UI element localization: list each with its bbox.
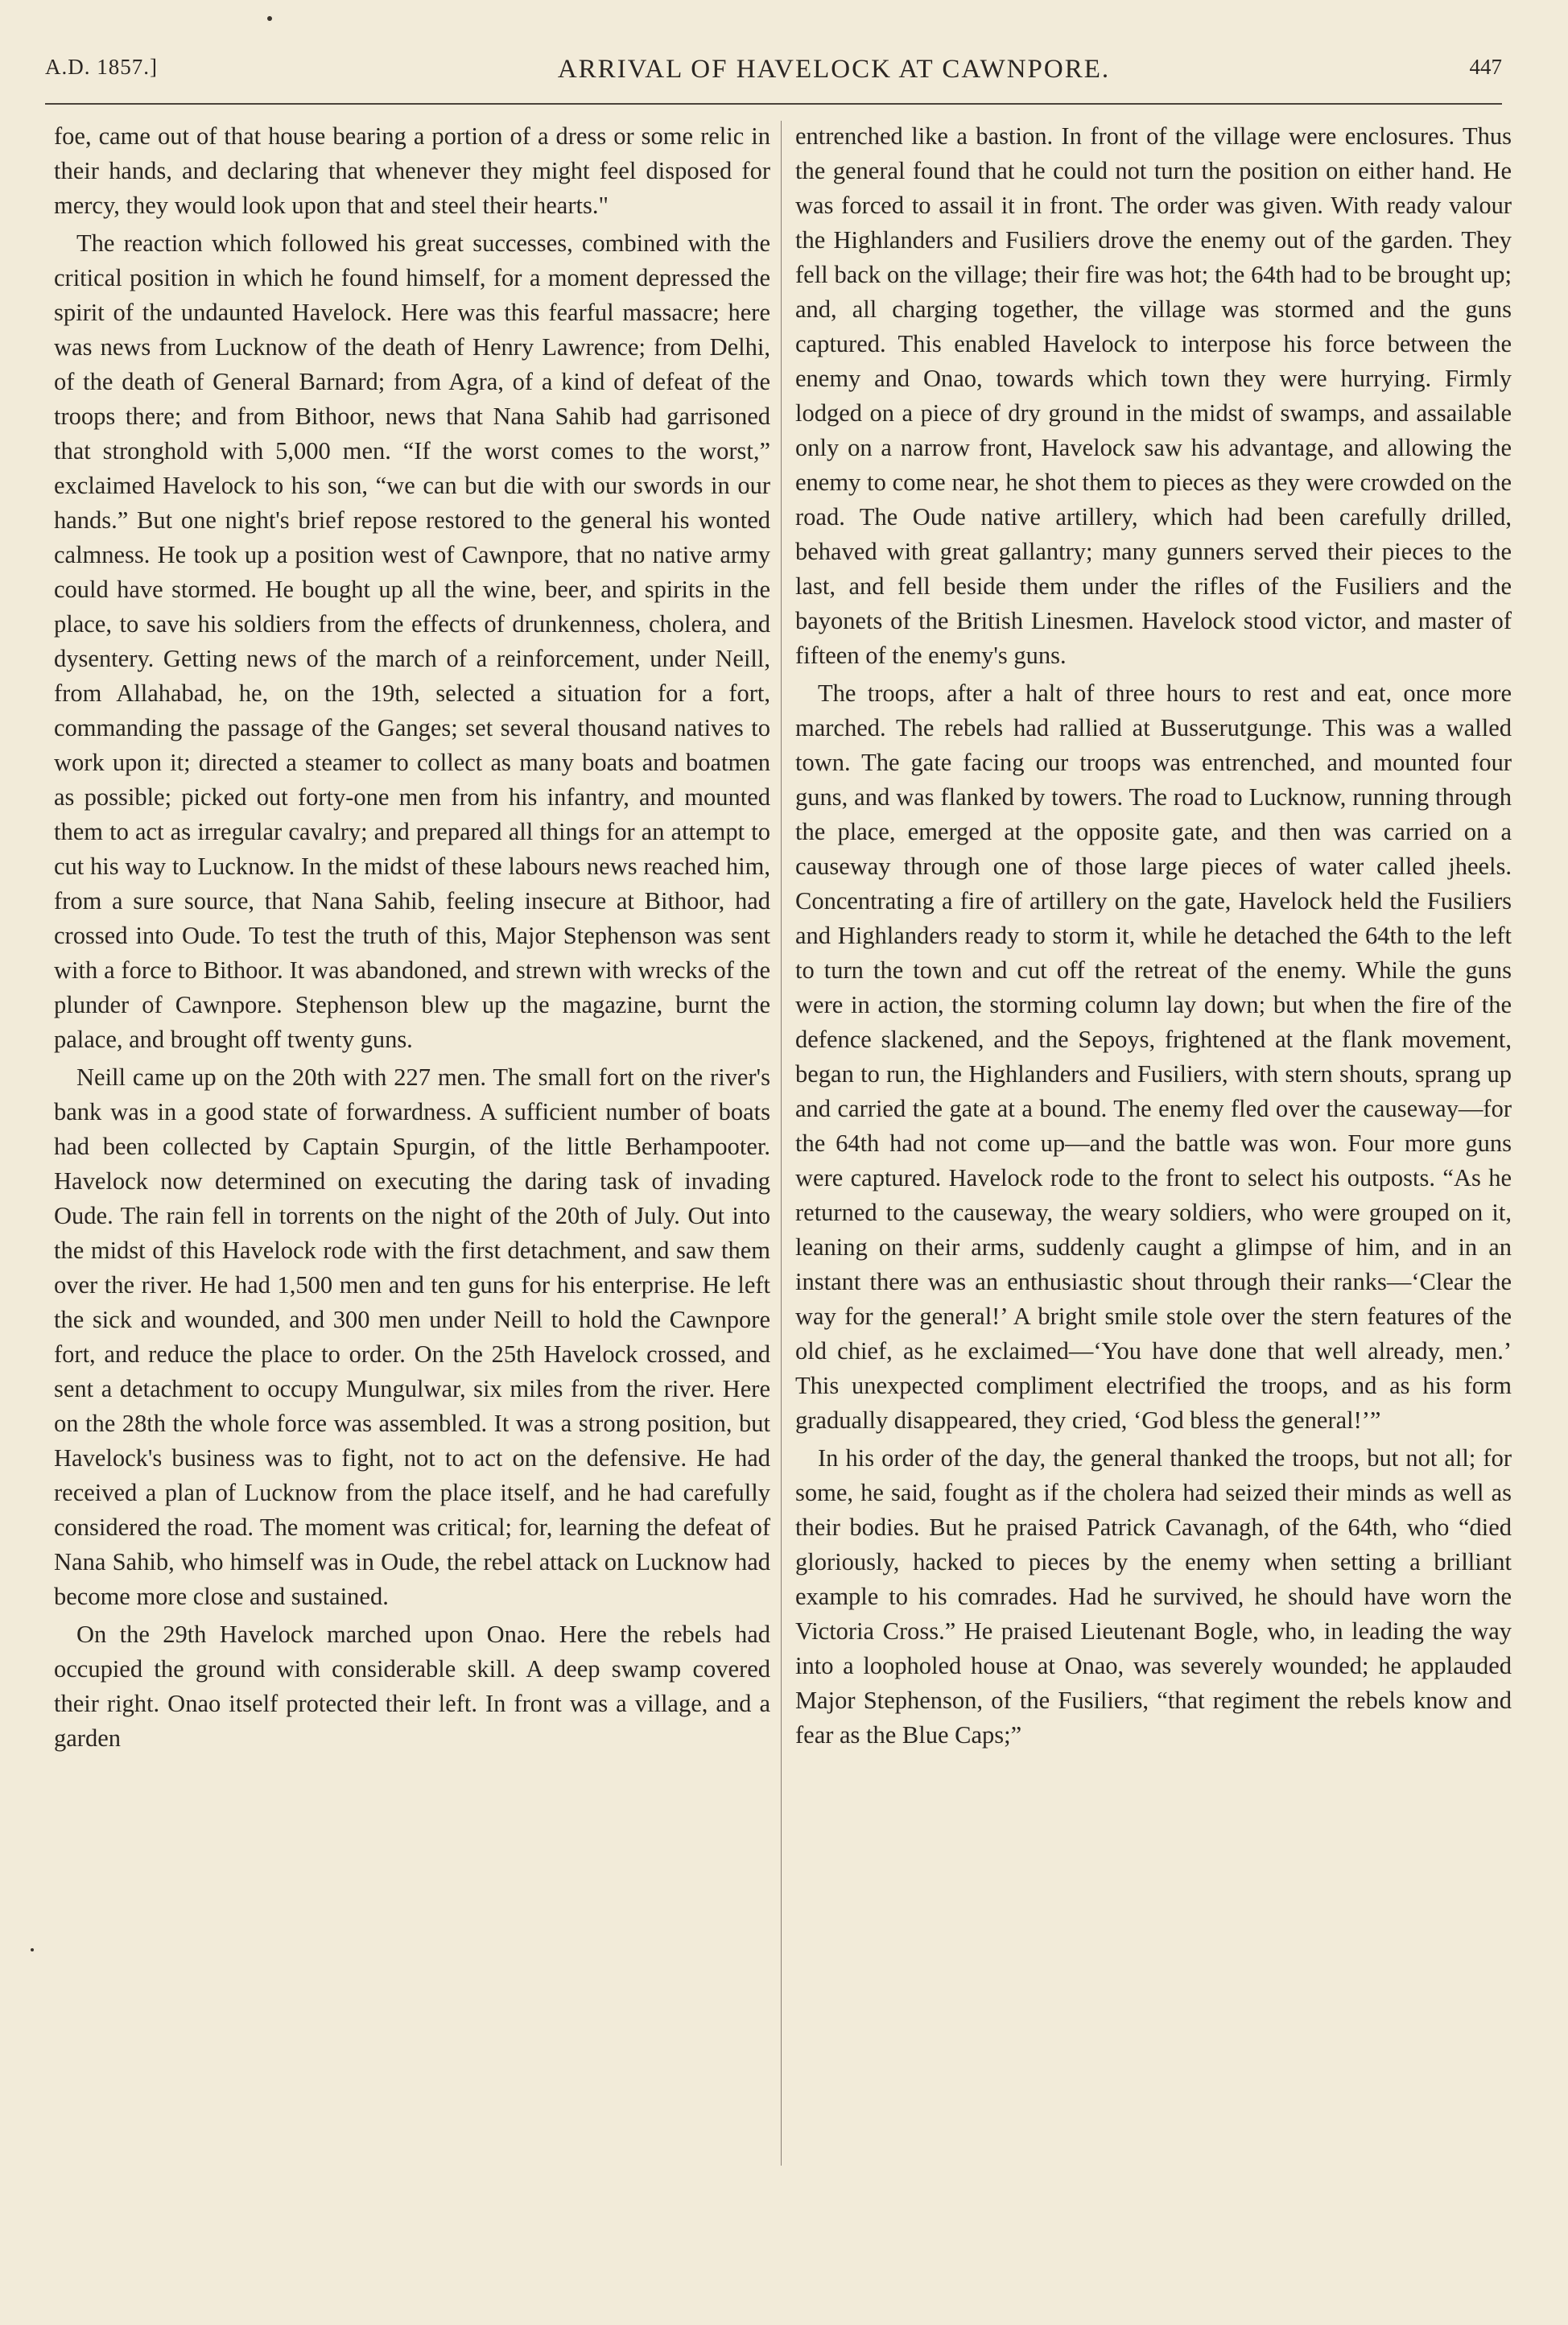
paragraph: entrenched like a bastion. In front of the village were enclosures. Thus the general found that he could not turn the position on either hand. He was forced to assail it in front. The order was given. With ready valour the Highlanders and Fusiliers drove the enemy out of the garden. They fell back on the village; their fire was hot; the 64th had to be brought up; and, all charging together, the village was stormed and the guns captured. This enabled Havelock to interpose his force between the enemy and Onao, towards which town they were hurrying. Firmly lodged on a piece of dry ground in the midst of swamps, and assailable only on a narrow front, Havelock saw his advantage, and allowing the enemy to come near, he shot them to pieces as they were crowded on the road. The Oude native artillery, which had been carefully drilled, behaved with great gallantry; many gunners served their pieces to the last, and fell beside them under the rifles of the Fusiliers and the bayonets of the British Linesmen. Havelock stood victor, and master of fifteen of the enemy's guns. [795,122,1512,669]
column-divider [781,121,782,2166]
page-number: 447 [1469,55,1502,79]
paragraph: Neill came up on the 20th with 227 men. The small fort on the river's bank was in a good state of forwardness. A sufficient number of boats had been collected by Captain Spurgin, of the little Berhampooter. Havelock now determined on executing the daring task of invading Oude. The rain fell in torrents on the night of the 20th of July. Out into the midst of this Havelock rode with the first detachment, and saw them over the river. He had 1,500 men and ten guns for his enterprise. He left the sick and wounded, and 300 men under Neill to hold the Cawnpore fort, and reduce the place to order. On the 25th Havelock crossed, and sent a detachment to occupy Mungulwar, six miles from the river. Here on the 28th the whole force was assembled. It was a strong position, but Havelock's business was to fight, not to act on the defensive. He had received a plan of Lucknow from the place itself, and he had carefully considered the road. The moment was critical; for, learning the defeat of Nana Sahib, who himself was in Oude, the rebel attack on Lucknow had become more close and sustained. [54,1063,770,1610]
paragraph: The troops, after a halt of three hours to rest and eat, once more marched. The rebels had rallied at Busserutgunge. This was a walled town. The gate facing our troops was entrenched, and mounted four guns, and was flanked by towers. The road to Lucknow, running through the place, emerged at the opposite gate, and then was carried on a causeway through one of those large pieces of water called jheels. Concentrating a fire of artillery on the gate, Havelock held the Fusiliers and Highlanders ready to storm it, while he detached the 64th to the left to turn the town and cut off the retreat of the enemy. While the guns were in action, the storming column lay down; but when the fire of the defence slackened, and the Sepoys, frightened at the flank movement, began to run, the Highlanders and Fusiliers, with stern shouts, sprang up and carried the gate at a bound. The enemy fled over the causeway—for the 64th had not come up—and the battle was won. Four more guns were captured. Havelock rode to the front to select his outposts. “As he returned to the causeway, the weary soldiers, who were grouped on it, leaning on their arms, suddenly caught a glimpse of him, and in an instant there was an enthusiastic shout through their ranks—‘Clear the way for the general!’ A bright smile stole over the stern features of the old chief, as he exclaimed—‘You have done that well already, men.’ This unexpected compliment electrified the troops, and as his form gradually disappeared, they cried, ‘God bless the general!’” [795,679,1512,1434]
right-column [795,119,1512,1753]
paragraph: In his order of the day, the general thanked the troops, but not all; for some, he said, fought as if the cholera had seized their minds as well as their bodies. But he praised Patrick Cavanagh, of the 64th, who “died gloriously, hacked to pieces by the enemy when setting a brilliant example to his comrades. Had he survived, he should have worn the Victoria Cross.” He praised Lieutenant Bogle, who, in leading the way into a loopholed house at Onao, was severely wounded; he applauded Major Stephenson, of the Fusiliers, “that regiment the rebels know and fear as the Blue Caps;” [795,1444,1512,1749]
paragraph: The reaction which followed his great successes, combined with the critical position in which he found himself, for a moment depressed the spirit of the undaunted Havelock. Here was this fearful massacre; here was news from Lucknow of the death of Henry Lawrence; from Delhi, of the death of General Barnard; from Agra, of a kind of defeat of the troops there; and from Bithoor, news that Nana Sahib had garrisoned that stronghold with 5,000 men. “If the worst comes to the worst,” exclaimed Havelock to his son, “we can but die with our swords in our hands.” But one night's brief repose restored to the general his wonted calmness. He took up a position west of Cawnpore, that no native army could have stormed. He bought up all the wine, beer, and spirits in the place, to save his soldiers from the effects of drunkenness, cholera, and dysentery. Getting news of the march of a reinforcement, under Neill, from Allahabad, he, on the 19th, selected a situation for a fort, commanding the passage of the Ganges; set several thousand natives to work upon it; directed a steamer to collect as many boats and boatmen as possible; picked out forty-one men from his infantry, and mounted them to act as irregular cavalry; and prepared all things for an attempt to cut his way to Lucknow. In the midst of these labours news reached him, from a sure source, that Nana Sahib, feeling insecure at Bithoor, had crossed into Oude. To test the truth of this, Major Stephenson was sent with a force to Bithoor. It was abandoned, and strewn with wrecks of the plunder of Cawnpore. Stephenson blew up the magazine, burnt the palace, and brought off twenty guns. [54,229,770,1053]
print-speck [31,1948,34,1951]
left-column [54,119,770,1756]
header-rule [45,103,1502,105]
print-speck [267,16,272,21]
paragraph: foe, came out of that house bearing a portion of a dress or some relic in their hands, and declaring that whenever they might feel disposed for mercy, they would look upon that and steel their hearts." [54,122,770,219]
header-date: A.D. 1857.] [45,55,158,79]
paragraph: On the 29th Havelock marched upon Onao. Here the rebels had occupied the ground with considerable skill. A deep swamp covered their right. Onao itself protected their left. In front was a village, and a garden [54,1621,770,1752]
header-title: ARRIVAL OF HAVELOCK AT CAWNPORE. [557,55,1111,84]
running-header [45,55,1502,87]
